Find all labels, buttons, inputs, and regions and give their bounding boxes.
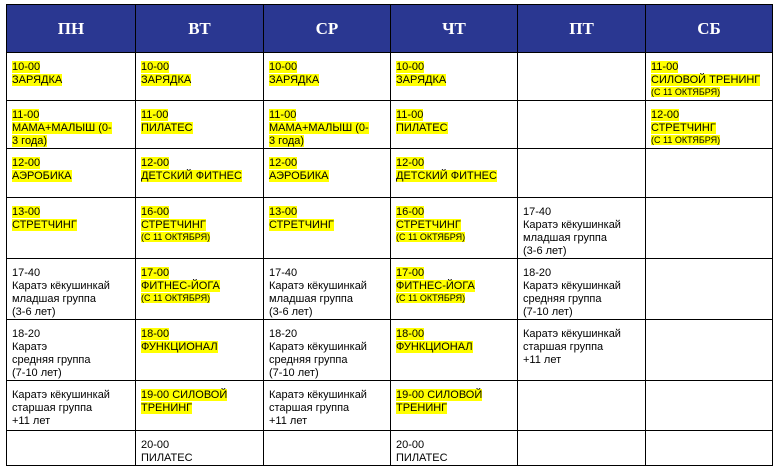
schedule-cell-sat (646, 149, 773, 198)
class-text: Каратэ кёкушинкай (523, 280, 621, 292)
class-text: АЭРОБИКА (12, 170, 72, 182)
schedule-cell-sat (646, 198, 773, 259)
class-text: Каратэ кёкушинкай (12, 389, 110, 401)
schedule-cell-mon (7, 101, 136, 149)
day-header-mon: ПН (7, 5, 136, 53)
day-header-tue: ВТ (136, 5, 264, 53)
class-text: Каратэ кёкушинкай (269, 389, 367, 401)
class-text: Каратэ кёкушинкай (523, 219, 621, 231)
schedule-cell-mon (7, 431, 136, 466)
class-text: младшая группа (12, 293, 97, 305)
schedule-cell-thu (391, 198, 518, 259)
start-date-note: (С 11 ОКТЯБРЯ) (141, 232, 211, 242)
schedule-cell-wed (264, 259, 391, 320)
class-text: ТРЕНИНГ (396, 402, 448, 414)
class-text: ФИТНЕС-ЙОГА (141, 280, 220, 292)
start-date-note: (С 11 ОКТЯБРЯ) (141, 293, 211, 303)
class-text: 17-40 (12, 267, 41, 279)
schedule-cell-wed (264, 431, 391, 466)
class-text: младшая группа (523, 232, 608, 244)
schedule-cell-tue (136, 101, 264, 149)
class-text: СТРЕТЧИНГ (396, 219, 461, 231)
schedule-row (7, 320, 773, 381)
schedule-table (6, 4, 773, 466)
class-text: средняя группа (523, 293, 602, 305)
class-text: СИЛОВОЙ ТРЕНИНГ (651, 74, 761, 86)
class-text: ДЕТСКИЙ ФИТНЕС (141, 170, 242, 182)
class-text: 11-00 (396, 109, 424, 121)
schedule-cell-fri (518, 431, 646, 466)
class-text: 11-00 (269, 109, 297, 121)
schedule-cell-wed (264, 53, 391, 101)
class-text: 13-00 (269, 206, 298, 218)
class-text: 11-00 (12, 109, 40, 121)
schedule-cell-fri (518, 198, 646, 259)
class-text: 18-20 (269, 328, 298, 340)
class-text: (7-10 лет) (12, 367, 62, 379)
schedule-cell-mon (7, 381, 136, 431)
schedule-cell-sat (646, 381, 773, 431)
class-text: 10-00 (396, 61, 425, 73)
class-text: 11-00 (141, 109, 169, 121)
class-text: старшая группа (269, 402, 350, 414)
day-header-thu: ЧТ (391, 5, 518, 53)
class-text: 12-00 (141, 157, 170, 169)
schedule-cell-fri (518, 259, 646, 320)
schedule-cell-fri (518, 101, 646, 149)
class-text: Каратэ (12, 341, 48, 353)
schedule-cell-mon (7, 198, 136, 259)
class-text: СТРЕТЧИНГ (141, 219, 206, 231)
class-text: (7-10 лет) (523, 306, 573, 318)
schedule-cell-wed (264, 320, 391, 381)
class-text: ЗАРЯДКА (396, 74, 447, 86)
class-text: ЗАРЯДКА (269, 74, 320, 86)
class-text: Каратэ кёкушинкай (523, 328, 621, 340)
schedule-cell-thu (391, 381, 518, 431)
schedule-cell-tue (136, 53, 264, 101)
schedule-cell-fri (518, 53, 646, 101)
schedule-row (7, 381, 773, 431)
class-text: 12-00 (396, 157, 425, 169)
class-text: (3-6 лет) (269, 306, 313, 318)
class-text: ФИТНЕС-ЙОГА (396, 280, 475, 292)
schedule-row (7, 101, 773, 149)
class-text: (3-6 лет) (12, 306, 56, 318)
schedule-cell-wed (264, 198, 391, 259)
schedule-cell-fri (518, 320, 646, 381)
schedule-cell-tue (136, 431, 264, 466)
class-text: +11 лет (523, 354, 562, 366)
class-text: ФУНКЦИОНАЛ (141, 341, 218, 353)
class-text: Каратэ кёкушинкай (269, 341, 367, 353)
class-text: +11 лет (12, 415, 51, 427)
class-text: МАМА+МАЛЫШ (0- (269, 122, 369, 134)
class-text: 13-00 (12, 206, 41, 218)
class-text: АЭРОБИКА (269, 170, 329, 182)
schedule-cell-tue (136, 149, 264, 198)
schedule-cell-wed (264, 381, 391, 431)
schedule-cell-thu (391, 259, 518, 320)
schedule-cell-thu (391, 101, 518, 149)
schedule-cell-thu (391, 320, 518, 381)
start-date-note: (С 11 ОКТЯБРЯ) (396, 293, 466, 303)
class-text: 20-00 (141, 439, 170, 451)
schedule-cell-tue (136, 198, 264, 259)
schedule-cell-fri (518, 381, 646, 431)
start-date-note: (С 11 ОКТЯБРЯ) (651, 87, 721, 97)
class-text: ТРЕНИНГ (141, 402, 193, 414)
class-text: 19-00 СИЛОВОЙ (141, 389, 228, 401)
class-text: СТРЕТЧИНГ (12, 219, 77, 231)
schedule-cell-tue (136, 320, 264, 381)
class-text: ЗАРЯДКА (12, 74, 63, 86)
class-text: старшая группа (523, 341, 604, 353)
class-text: 18-20 (12, 328, 41, 340)
schedule-row (7, 149, 773, 198)
class-text: старшая группа (12, 402, 93, 414)
class-text: 12-00 (12, 157, 41, 169)
class-text: 17-00 (141, 267, 170, 279)
class-text: 10-00 (141, 61, 170, 73)
class-text: СТРЕТЧИНГ (651, 122, 716, 134)
class-text: средняя группа (12, 354, 91, 366)
class-text: 3 года) (269, 135, 305, 147)
day-header-wed: СР (264, 5, 391, 53)
day-header-fri: ПТ (518, 5, 646, 53)
schedule-cell-mon (7, 259, 136, 320)
schedule-row (7, 431, 773, 466)
schedule-cell-sat (646, 320, 773, 381)
class-text: 18-00 (141, 328, 170, 340)
class-text: (7-10 лет) (269, 367, 319, 379)
class-text: 12-00 (651, 109, 680, 121)
class-text: 16-00 (396, 206, 425, 218)
class-text: 10-00 (12, 61, 41, 73)
class-text: (3-6 лет) (523, 245, 567, 257)
schedule-row (7, 53, 773, 101)
class-text: 19-00 СИЛОВОЙ (396, 389, 483, 401)
class-text: ПИЛАТЕС (396, 122, 448, 134)
class-text: 16-00 (141, 206, 170, 218)
class-text: 17-00 (396, 267, 425, 279)
day-header-sat: СБ (646, 5, 773, 53)
header-row (7, 5, 773, 53)
class-text: средняя группа (269, 354, 348, 366)
class-text: 11-00 (651, 61, 679, 73)
class-text: 18-00 (396, 328, 425, 340)
start-date-note: (С 11 ОКТЯБРЯ) (651, 135, 721, 145)
class-text: МАМА+МАЛЫШ (0- (12, 122, 112, 134)
schedule-row (7, 259, 773, 320)
schedule-cell-fri (518, 149, 646, 198)
schedule-cell-mon (7, 320, 136, 381)
class-text: +11 лет (269, 415, 308, 427)
class-text: 12-00 (269, 157, 298, 169)
schedule-cell-sat (646, 101, 773, 149)
schedule-cell-thu (391, 431, 518, 466)
schedule-cell-tue (136, 259, 264, 320)
class-text: 17-40 (523, 206, 552, 218)
class-text: ЗАРЯДКА (141, 74, 192, 86)
schedule-row (7, 198, 773, 259)
schedule-cell-thu (391, 53, 518, 101)
schedule-cell-tue (136, 381, 264, 431)
schedule-cell-mon (7, 149, 136, 198)
class-text: ПИЛАТЕС (141, 122, 193, 134)
schedule-cell-wed (264, 101, 391, 149)
class-text: 18-20 (523, 267, 552, 279)
class-text: ПИЛАТЕС (396, 452, 448, 464)
schedule-cell-sat (646, 431, 773, 466)
class-text: ФУНКЦИОНАЛ (396, 341, 473, 353)
schedule-cell-sat (646, 53, 773, 101)
class-text: 20-00 (396, 439, 425, 451)
class-text: СТРЕТЧИНГ (269, 219, 334, 231)
class-text: Каратэ кёкушинкай (269, 280, 367, 292)
schedule-cell-thu (391, 149, 518, 198)
class-text: 3 года) (12, 135, 48, 147)
class-text: 17-40 (269, 267, 298, 279)
schedule-cell-sat (646, 259, 773, 320)
class-text: ДЕТСКИЙ ФИТНЕС (396, 170, 497, 182)
class-text: младшая группа (269, 293, 354, 305)
schedule-cell-wed (264, 149, 391, 198)
class-text: 10-00 (269, 61, 298, 73)
class-text: ПИЛАТЕС (141, 452, 193, 464)
start-date-note: (С 11 ОКТЯБРЯ) (396, 232, 466, 242)
schedule-cell-mon (7, 53, 136, 101)
class-text: Каратэ кёкушинкай (12, 280, 110, 292)
